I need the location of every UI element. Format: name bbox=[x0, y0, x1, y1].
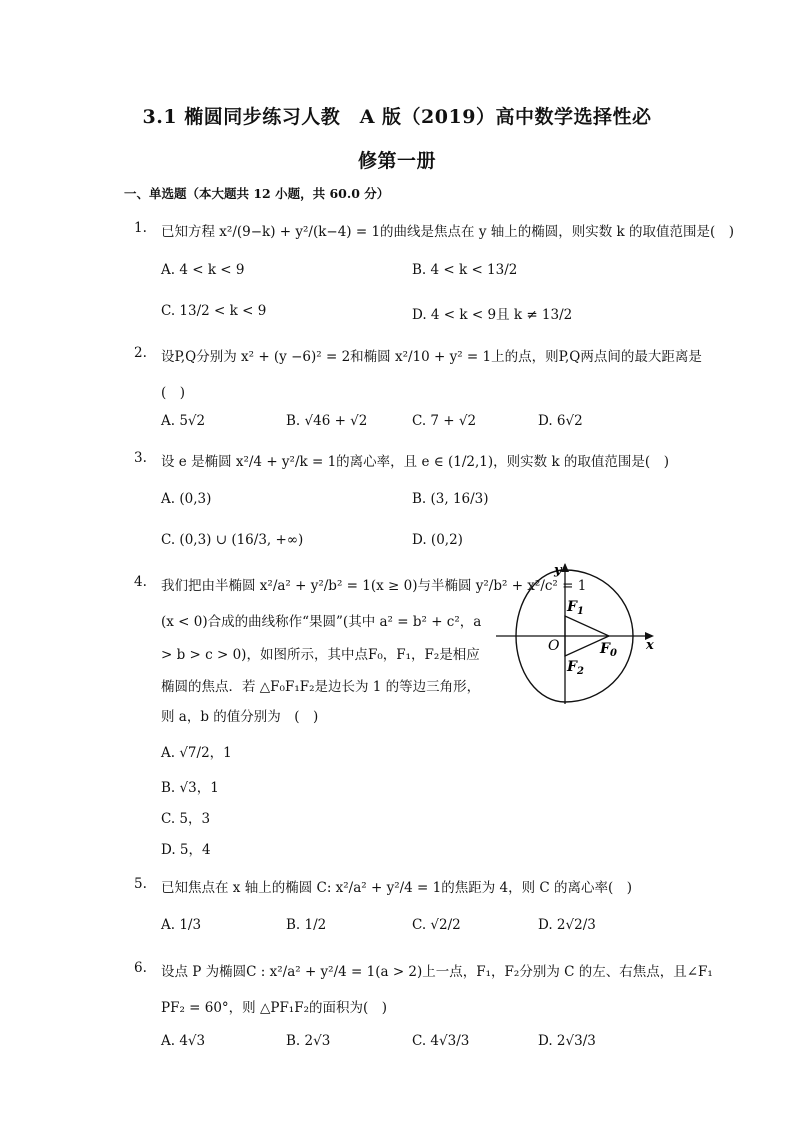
option-c[interactable]: C. 4√3/3 bbox=[412, 1033, 470, 1049]
option-d[interactable]: D. 4 < k < 9且 k ≠ 13/2 bbox=[412, 307, 573, 323]
question-number: 1. bbox=[134, 220, 147, 236]
option-d[interactable]: D. (0,2) bbox=[412, 532, 463, 548]
question-stem: 已知焦点在 x 轴上的椭圆 C: x²/a² + y²/4 = 1的焦距为 4，则 C 的离心率( ) bbox=[161, 880, 633, 896]
question-stem: 设 e 是椭圆 x²/4 + y²/k = 1的离心率，且 e ∈ (1/2,1)，则实数 k 的取值范围是( ) bbox=[161, 454, 669, 470]
question-stem: 已知方程 x²/(9−k) + y²/(k−4) = 1的曲线是焦点在 y 轴上的椭圆，则实数 k 的取值范围是( ) bbox=[161, 224, 735, 240]
question-stem-line: (x < 0)合成的曲线称作“果圆”(其中 a² = b² + c²，a bbox=[161, 614, 482, 630]
option-a[interactable]: A. 5√2 bbox=[161, 413, 206, 429]
question-number: 5. bbox=[134, 876, 147, 892]
option-d[interactable]: D. 5，4 bbox=[161, 842, 211, 858]
option-d[interactable]: D. 2√3/3 bbox=[538, 1033, 596, 1049]
option-b[interactable]: B. (3, 16/3) bbox=[412, 491, 489, 507]
option-c[interactable]: C. √2/2 bbox=[412, 917, 461, 933]
question-number: 6. bbox=[134, 960, 147, 976]
section-heading: 一、单选题（本大题共 12 小题，共 60.0 分） bbox=[124, 186, 390, 201]
question-stem-line: 则 a，b 的值分别为 ( ) bbox=[161, 709, 319, 725]
f1-label: $F_1$ bbox=[567, 599, 584, 617]
option-b[interactable]: B. 2√3 bbox=[286, 1033, 331, 1049]
option-d[interactable]: D. 2√2/3 bbox=[538, 917, 596, 933]
question-stem-continued: PF₂ = 60°，则 △PF₁F₂的面积为( ) bbox=[161, 1000, 388, 1016]
question-stem-line: 椭圆的焦点．若 △F₀F₁F₂是边长为 1 的等边三角形， bbox=[161, 679, 481, 695]
axis-label-x: x bbox=[646, 638, 654, 653]
option-d[interactable]: D. 6√2 bbox=[538, 413, 583, 429]
option-a[interactable]: A. 4√3 bbox=[161, 1033, 206, 1049]
question-stem-line: 我们把由半椭圆 x²/a² + y²/b² = 1(x ≥ 0)与半椭圆 y²/b² + x²/c² = 1 bbox=[161, 578, 587, 594]
option-c[interactable]: C. 7 + √2 bbox=[412, 413, 477, 429]
option-a[interactable]: A. 4 < k < 9 bbox=[161, 262, 245, 278]
question-stem-continued: ( ) bbox=[161, 385, 186, 401]
question-number: 2. bbox=[134, 345, 147, 361]
option-b[interactable]: B. 4 < k < 13/2 bbox=[412, 262, 518, 278]
question-stem-line: > b > c > 0)，如图所示，其中点F₀，F₁，F₂是相应 bbox=[161, 647, 480, 663]
option-a[interactable]: A. √7/2，1 bbox=[161, 745, 232, 761]
axis-label-y: y bbox=[554, 563, 562, 578]
question-stem: 设P,Q分别为 x² + (y −6)² = 2和椭圆 x²/10 + y² = 1上的点，则P,Q两点间的最大距离是 bbox=[161, 349, 702, 365]
f0-label: $F_0$ bbox=[600, 641, 617, 659]
option-b[interactable]: B. √3，1 bbox=[161, 780, 219, 796]
question-stem: 设点 P 为椭圆C : x²/a² + y²/4 = 1(a > 2)上一点，F₁，F₂分别为 C 的左、右焦点，且∠F₁ bbox=[161, 964, 713, 980]
origin-label: O bbox=[548, 638, 560, 654]
option-b[interactable]: B. 1/2 bbox=[286, 917, 327, 933]
fruit-ellipse-figure bbox=[488, 560, 664, 705]
option-c[interactable]: C. (0,3) ∪ (16/3, +∞) bbox=[161, 532, 304, 548]
option-c[interactable]: C. 5，3 bbox=[161, 811, 211, 827]
option-b[interactable]: B. √46 + √2 bbox=[286, 413, 368, 429]
question-number: 4. bbox=[134, 574, 147, 590]
option-c[interactable]: C. 13/2 < k < 9 bbox=[161, 303, 267, 319]
f2-label: $F_2$ bbox=[567, 659, 584, 677]
option-a[interactable]: A. (0,3) bbox=[161, 491, 212, 507]
question-number: 3. bbox=[134, 450, 147, 466]
document-title-line1: 3.1 椭圆同步练习人教 A 版（2019）高中数学选择性必 bbox=[142, 106, 652, 128]
option-a[interactable]: A. 1/3 bbox=[161, 917, 202, 933]
document-title-line2: 修第一册 bbox=[357, 150, 436, 172]
